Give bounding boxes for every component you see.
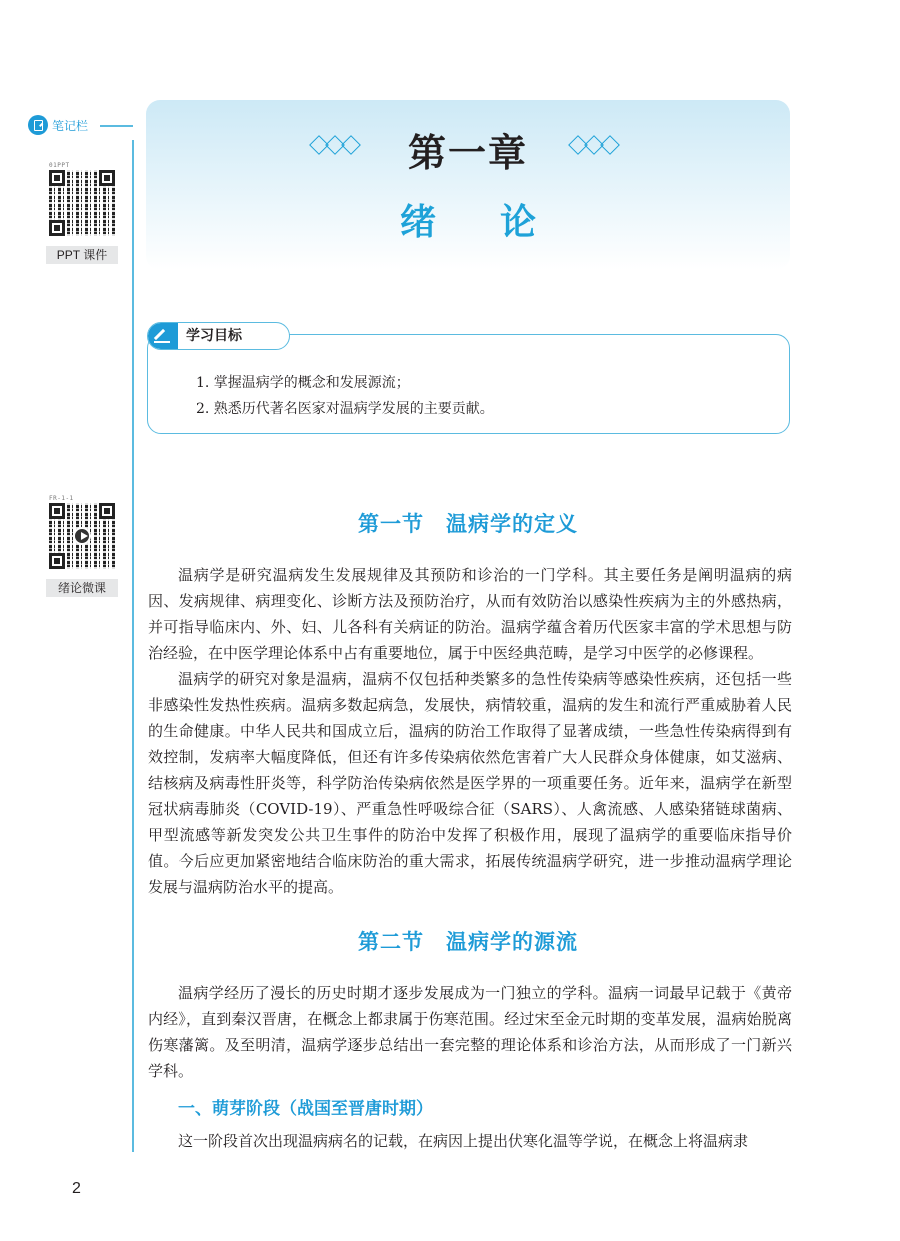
section-2-heading: [146, 926, 790, 956]
margin-divider: [132, 140, 134, 1152]
section-title: 温病学的源流: [446, 930, 578, 954]
section-number: 第一节: [358, 512, 424, 536]
objectives-label: 学习目标: [186, 328, 242, 344]
qr-code-id: FR-1-1: [49, 495, 74, 502]
objective-item: 2. 熟悉历代著名医家对温病学发展的主要贡献。: [196, 401, 494, 417]
objectives-tab: [147, 322, 290, 350]
play-icon: [73, 527, 91, 545]
objective-item: 1. 掌握温病学的概念和发展源流；: [196, 375, 410, 391]
pencil-icon: [148, 323, 178, 349]
notes-label: 笔记栏: [52, 118, 89, 133]
page-number: 2: [72, 1180, 81, 1197]
subheading: 一、萌芽阶段（战国至晋唐时期）: [178, 1099, 433, 1119]
section-number: 第二节: [358, 930, 424, 954]
notes-icon: [28, 115, 48, 135]
video-qr-caption: 绪论微课: [46, 579, 118, 597]
paragraph: 温病学的研究对象是温病，温病不仅包括种类繁多的急性传染病等感染性疾病，还包括一些非感染性发热性疾病。温病多数起病急，发展快，病情较重，温病的发生和流行严重威胁着人民的生命健康。中华人民共和国成立后，温病的防治工作取得了显著成绩，一些急性传染病得到有效控制，发病率大幅度降低，但还有许多传染病依然危害着广大人民群众身体健康，如艾滋病、结核病及病毒性肝炎等，科学防治传染病依然是医学界的一项重要任务。近年来，温病学在新型冠状病毒肺炎（COVID-19）、严重急性呼吸综合征（SARS）、人禽流感、人感染猪链球菌病、甲型流感等新发突发公共卫生事件的防治中发挥了积极作用，展现了温病学的重要临床指导价值。今后应更加紧密地结合临床防治的重大需求，拓展传统温病学研究，进一步推动温病学理论发展与温病防治水平的提高。: [148, 670, 792, 896]
objectives-list: [196, 370, 494, 422]
chapter-subtitle: 绪论: [399, 201, 600, 243]
chapter-title: 第一章: [407, 130, 528, 175]
section-title: 温病学的定义: [446, 512, 578, 536]
paragraph: 温病学经历了漫长的历史时期才逐步发展成为一门独立的学科。温病一词最早记载于《黄帝内经》，直到秦汉晋唐，在概念上都隶属于伤寒范围。经过宋至金元时期的变革发展，温病始脱离伤寒藩篱。及至明清，温病学逐步总结出一套完整的理论体系和诊治方法，从而形成了一门新兴学科。: [148, 984, 792, 1080]
ppt-qr-caption: PPT 课件: [46, 246, 118, 264]
ppt-qr-code[interactable]: [49, 170, 115, 236]
notes-column-header: [28, 115, 88, 135]
notes-rule: [100, 125, 133, 127]
section-1-heading: [146, 508, 790, 538]
paragraph: 温病学是研究温病发生发展规律及其预防和诊治的一门学科。其主要任务是阐明温病的病因、发病规律、病理变化、诊断方法及预防治疗，从而有效防治以感染性疾病为主的外感热病，并可指导临床内、外、妇、儿各科有关病证的防治。温病学蕴含着历代医家丰富的学术思想与防治经验，在中医学理论体系中占有重要地位，属于中医经典范畴，是学习中医学的必修课程。: [148, 566, 792, 662]
paragraph: 这一阶段首次出现温病病名的记载，在病因上提出伏寒化温等学说，在概念上将温病隶: [178, 1132, 749, 1150]
video-qr-code[interactable]: [49, 503, 115, 569]
qr-code-id: 01PPT: [49, 162, 70, 169]
